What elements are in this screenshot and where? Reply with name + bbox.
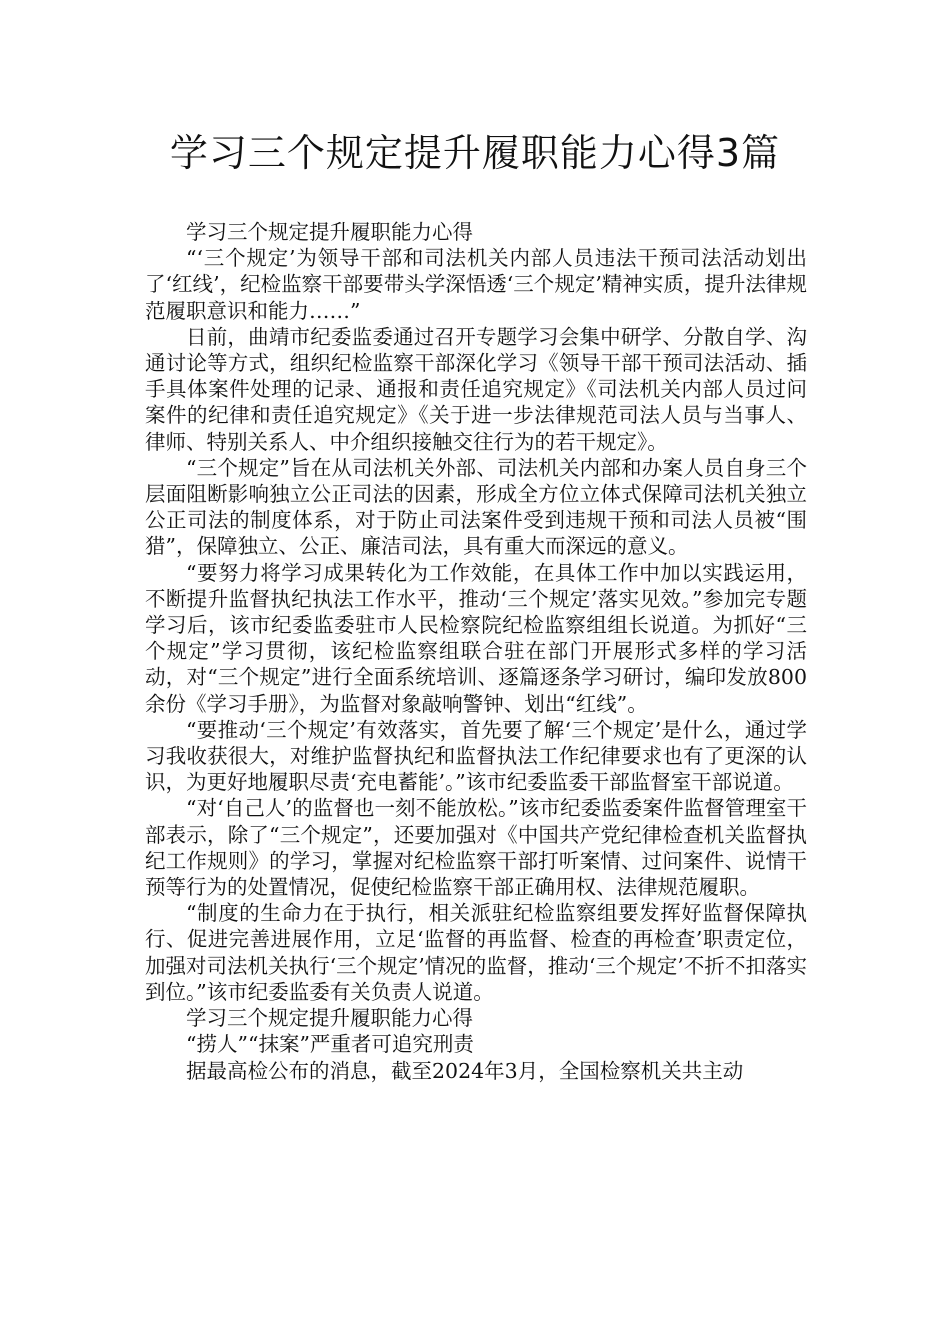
body-paragraph: “制度的生命力在于执行，相关派驻纪检监察组要发挥好监督保障执行、促进完善进展作用，立足‘监督的再监督、检查的再检查’职责定位，加强对司法机关执行‘三个规定’情况的监督，推动‘三个规定’不折不扣落实到位。”该市纪委监委有关负责人说道。	[145, 901, 807, 1004]
section-subheading: “捞人”“抹案”严重者可追究刑责	[186, 1032, 474, 1057]
body-paragraph: “三个规定”旨在从司法机关外部、司法机关内部和办案人员自身三个层面阻断影响独立公正司法的因素，形成全方位立体式保障司法机关独立公正司法的制度体系，对于防止司法案件受到违规干预和司法人员被“围猎”，保障独立、公正、廉洁司法，具有重大而深远的意义。	[145, 455, 807, 559]
document-body	[145, 219, 807, 1084]
section-heading: 学习三个规定提升履职能力心得	[186, 220, 473, 244]
body-paragraph: “‘三个规定’为领导干部和司法机关内部人员违法干预司法活动划出了‘红线’，纪检监察干部要带头学深悟透‘三个规定’精神实质，提升法律规范履职意识和能力……”	[145, 246, 807, 323]
body-paragraph: “对‘自己人’的监督也一刻不能放松。”该市纪委监委案件监督管理室干部表示，除了“三个规定”，还要加强对《中国共产党纪律检查机关监督执纪工作规则》的学习，掌握对纪检监察干部打听案情、过问案件、说情干预等行为的处置情况，促使纪检监察干部正确用权、法律规范履职。	[145, 796, 807, 900]
body-paragraph: “要努力将学习成果转化为工作效能，在具体工作中加以实践运用，不断提升监督执纪执法工作水平，推动‘三个规定’落实见效。”参加完专题学习后，该市纪委监委驻市人民检察院纪检监察组组长说道。为抓好“三个规定”学习贯彻，该纪检监察组联合驻在部门开展形式多样的学习活动，对“三个规定”进行全面系统培训、逐篇逐条学习研讨，编印发放800余份《学习手册》，为监督对象敲响警钟、划出“红线”。	[145, 560, 807, 716]
body-paragraph: 据最高检公布的消息，截至2024年3月，全国检察机关共主动	[186, 1058, 744, 1083]
body-paragraph: “要推动‘三个规定’有效落实，首先要了解‘三个规定’是什么，通过学习我收获很大，对维护监督执纪和监督执法工作纪律要求也有了更深的认识，为更好地履职尽责‘充电蓄能’。”该市纪委监委干部监督室干部说道。	[145, 717, 807, 795]
body-paragraph: 日前，曲靖市纪委监委通过召开专题学习会集中研学、分散自学、沟通讨论等方式，组织纪检监察干部深化学习《领导干部干预司法活动、插手具体案件处理的记录、通报和责任追究规定》《司法机关内部人员过问案件的纪律和责任追究规定》《关于进一步法律规范司法人员与当事人、律师、特别关系人、中介组织接触交往行为的若干规定》。	[145, 324, 807, 454]
section-heading: 学习三个规定提升履职能力心得	[186, 1006, 473, 1031]
document-title: 学习三个规定提升履职能力心得3篇	[169, 131, 781, 175]
